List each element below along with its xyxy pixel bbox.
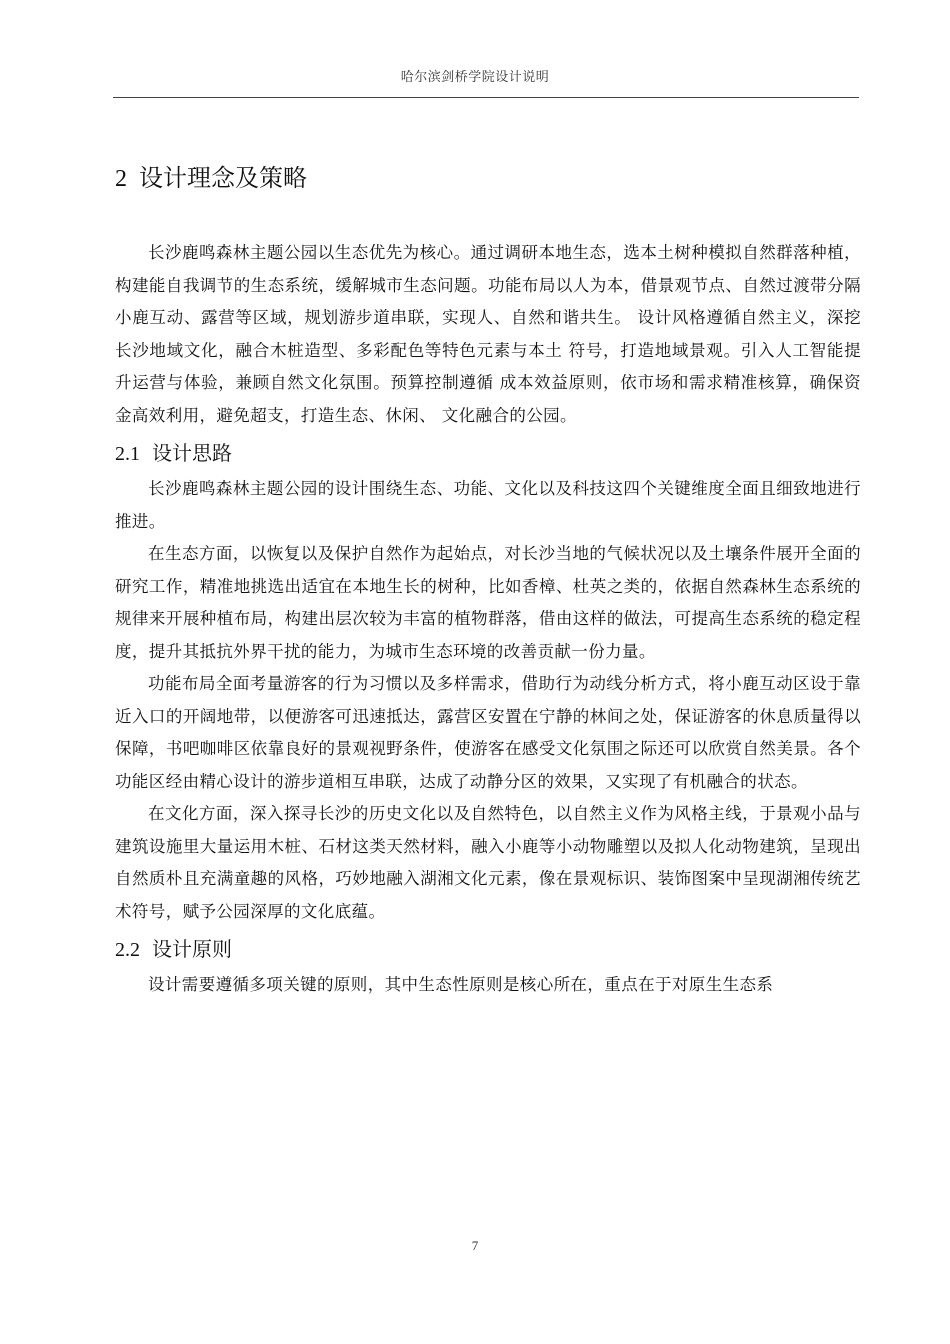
page-number: 7 bbox=[471, 1238, 479, 1253]
chapter-title: 设计理念及策略 bbox=[139, 164, 307, 192]
paragraph: 功能布局全面考量游客的行为习惯以及多样需求，借助行为动线分析方式，将小鹿互动区设于靠近入口的开阔地带，以便游客可迅速抵达，露营区安置在宁静的林间之处，保证游客的休息质量得以保障，书吧咖啡区依靠良好的景观视野条件，使游客在感受文化氛围之际还可以欣赏自然美景。各个功能区经由精心设计的游步道相互串联，达成了动静分区的效果，又实现了有机融合的状态。 bbox=[115, 674, 861, 791]
section-number: 2.1 bbox=[115, 443, 140, 465]
chapter-heading bbox=[115, 160, 861, 197]
running-header: 哈尔滨剑桥学院设计说明 bbox=[400, 70, 550, 85]
page-content bbox=[115, 160, 861, 1002]
paragraph: 设计需要遵循多项关键的原则，其中生态性原则是核心所在，重点在于对原生生态系 bbox=[148, 975, 774, 994]
section-heading-2-2 bbox=[115, 932, 861, 967]
chapter-number: 2 bbox=[115, 166, 127, 192]
section-heading-2-1 bbox=[115, 436, 861, 471]
header-divider bbox=[113, 97, 859, 98]
section-number: 2.2 bbox=[115, 939, 140, 961]
section-title: 设计原则 bbox=[152, 937, 232, 961]
chapter-intro-paragraph: 长沙鹿鸣森林主题公园以生态优先为核心。通过调研本地生态，选本土树种模拟自然群落种植，构建能自我调节的生态系统，缓解城市生态问题。功能布局以人为本，借景观节点、自然过渡带分隔小鹿互动、露营等区域，规划游步道串联，实现人、自然和谐共生。 设计风格遵循自然主义，深挖长沙地域文化，融合木桩造型、多彩配色等特色元素与本土 符号，打造地域景观。引入人工智能提升运营与体验，兼顾自然文化氛围。预算控制遵循 成本效益原则，依市场和需求精准核算，确保资金高效利用，避免超支，打造生态、休闲、 文化融合的公园。 bbox=[115, 243, 861, 425]
section-title: 设计思路 bbox=[152, 441, 232, 465]
paragraph: 长沙鹿鸣森林主题公园的设计围绕生态、功能、文化以及科技这四个关键维度全面且细致地进行推进。 bbox=[115, 479, 861, 531]
paragraph: 在文化方面，深入探寻长沙的历史文化以及自然特色，以自然主义作为风格主线，于景观小品与建筑设施里大量运用木桩、石材这类天然材料，融入小鹿等小动物雕塑以及拟人化动物建筑，呈现出自然质朴且充满童趣的风格，巧妙地融入湖湘文化元素，像在景观标识、装饰图案中呈现湖湘传统艺术符号，赋予公园深厚的文化底蕴。 bbox=[115, 804, 861, 921]
paragraph: 在生态方面，以恢复以及保护自然作为起始点，对长沙当地的气候状况以及土壤条件展开全面的研究工作，精准地挑选出适宜在本地生长的树种，比如香樟、杜英之类的，依据自然森林生态系统的规律来开展种植布局，构建出层次较为丰富的植物群落，借由这样的做法，可提高生态系统的稳定程度，提升其抵抗外界干扰的能力，为城市生态环境的改善贡献一份力量。 bbox=[115, 544, 861, 661]
